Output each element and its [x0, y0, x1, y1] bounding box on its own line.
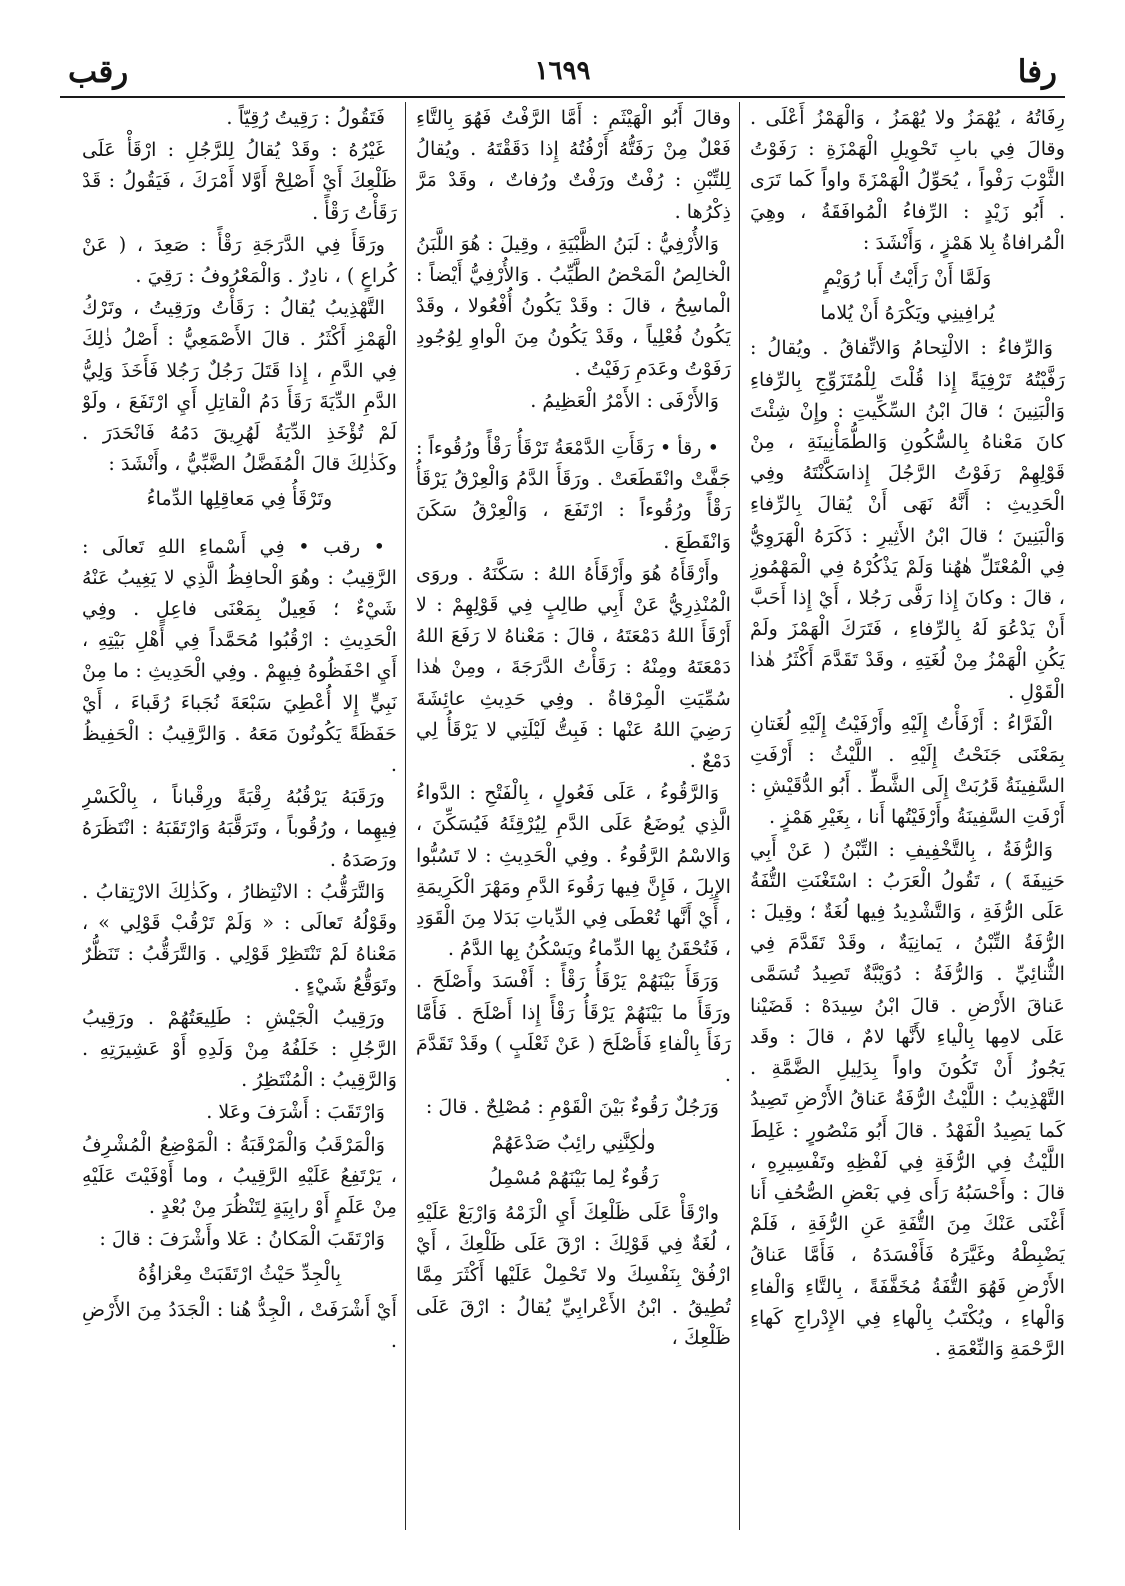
entry-paragraph: • رقأ • رَقَأَتِ الدَّمْعَةُ تَرْقَأُ رَقْأً ورُقُوءاً : جَفَّتْ وانْقَطَعَتْ . ورَقَأَ الدَّمُ وَالْعِرْقُ يَرْقَأُ رَقْأً ورُقُوءاً : ارْتَفَعَ ، وَالْعِرْقُ سَكَنَ وَانْقَطَعَ .	[416, 436, 731, 553]
page-number: ١٦٩٩	[534, 56, 591, 86]
paragraph: التَّهْذِيبُ يُقالُ : رَقَأْتُ ورَقِيتُ ، وتَرْكُ الْهَمْزِ أَكْثَرُ . قالَ الأَصْمَعِيُّ : أَصْلُ ذٰلِكَ فِي الدَّمِ ، إِذا قَتَلَ رَجُلٌ رَجُلا فَأَخَذَ وَلِيُّ الدَّمِ الدِّيَةَ رَقَأَ دَمُ الْقاتِلِ أَيِ ارْتَفَعَ ، ولَوْ لَمْ تُؤْخَذِ الدِّيَةُ لَهُرِيقَ دَمُهُ فَانْحَدَرَ . وكَذٰلِكَ قالَ الْمُفَضَّلُ الضَّبِّيُّ ، وأَنْشَدَ :	[82, 296, 397, 476]
paragraph: وَرَجُلٌ رَقُوءٌ بَيْنَ الْقَوْمِ : مُصْلِحٌ . قالَ :	[425, 1095, 719, 1119]
page-header	[60, 40, 1065, 96]
verse-line: وَلَمَّا أَنْ رَأَيْتُ أَبا رُوَيْمٍ	[823, 266, 992, 290]
paragraph: وَالتَّرَقُّبُ : الانْتِظارُ ، وكَذٰلِكَ الارْتِقابُ . وقَوْلُهُ تَعالَى : « وَلَمْ تَرْقُبْ قَوْلِي » ، مَعْناهُ لَمْ تَنْتَظِرْ قَوْلِي . وَالتَّرَقُّبُ : تَنَظُّرٌ وتَوَقُّعُ شَيْءٍ .	[82, 879, 397, 997]
paragraph: فَتَقُولُ : رَقِيتُ رُقِيّاً .	[226, 106, 385, 129]
running-headword-right: رفا	[1017, 54, 1057, 90]
paragraph: رِفَاتُهُ ، يُهْمَزُ ولا يُهْمَزُ ، وَالْهَمْزُ أَعْلَى . وقالَ فِي بابِ تَحْوِيلِ الْهَمْزَةِ : رَفَوْتُ الثَّوْبَ رَفْواً ، يُحَوِّلُ الْهَمْزَةَ واواً كَما تَرَى . أَبُو زَيْدٍ : الرِّفاءُ الْمُوافَقَةُ ، وهِيَ الْمُرافاةُ بِلا هَمْزٍ ، وَأَنْشَدَ :	[750, 106, 1065, 254]
verse-line: بِالْجِدِّ حَيْثُ ارْتَقَبَتْ مِعْزاؤُهُ	[137, 1262, 342, 1286]
paragraph: وَالأُرْفِيُّ : لَبَنُ الظَّبْيَةِ ، وقِيلَ : هُوَ اللَّبَنُ الْخالِصُ الْمَحْضُ الطَّيِّبُ . وَالأُرْفِيُّ أَيْضاً : الْماسِحُ ، قالَ : وقَدْ يَكُونُ أُفْعُولا ، وقَدْ يَكُونُ فُعْلِياً ، وقَدْ يَكُونُ مِنَ الْواوِ لِوُجُودِ رَفَوْتُ وعَدَمِ رَفَيْتُ .	[416, 231, 731, 380]
paragraph: وَالرِّفاءُ : الالْتِحامُ وَالاتِّفاقُ . ويُقالُ : رَفَّيْتُهُ تَرْفِيَةً إِذا قُلْتَ لِلْمُتَزَوِّجِ بِالرِّفاءِ وَالْبَنِينَ ؛ قالَ ابْنُ السِّكِّيتِ : وإِنْ شِئْتَ كانَ مَعْناهُ بِالسُّكُونِ وَالطُّمَأْنِينَةِ ، مِنْ قَوْلِهِمْ رَفَوْتُ الرَّجُلَ إِذاسَكَّنْتَهُ وفِي الْحَدِيثِ : أَنَّهُ نَهَى أَنْ يُقالَ بِالرِّفاءِ وَالْبَنِينَ ؛ قالَ ابْنُ الأَثِيرِ : ذَكَرَهُ الْهَرَوِيُّ فِي الْمُعْتَلِّ هٰهُنا وَلَمْ يَذْكُرْهُ فِي الْمَهْمُوزِ ، قالَ : وكانَ إِذا رَفَّى رَجُلا ، أَيْ إِذا أَحَبَّ أَنْ يَدْعُوَ لَهُ بِالرِّفاءِ ، فَتَرَكَ الْهَمْزَ ولَمْ يَكُنِ الْهَمْزُ مِنْ لُغَتِهِ ، وقَدْ تَقَدَّمَ أَكْثَرُ هٰذا الْقَوْلِ .	[750, 336, 1065, 703]
verse-line: يُرافِينِي ويَكْرَهُ أَنْ يُلاما	[820, 301, 995, 325]
paragraph: ورَقَبَهُ يَرْقُبُهُ رِقْبَةً ورِقْباناً ، بِالْكَسْرِ فِيهِما ، ورُقُوباً ، وتَرَقَّبَهُ وَارْتَقَبَهُ : انْتَظَرَهُ ورَصَدَهُ .	[82, 785, 397, 871]
paragraph: وَارْتَقَبَ الْمَكانُ : عَلا وأَشْرَفَ : قالَ :	[99, 1227, 385, 1251]
paragraph: غَيْرُهُ : وقَدْ يُقالُ لِلرَّجُلِ : ارْقَأْ عَلَى ظَلْعِكَ أَيْ أَصْلِحْ أَوَّلا أَمْرَكَ ، فَيَقُولُ : قَدْ رَقَأْتُ رَقْأً .	[82, 138, 397, 224]
paragraph: وَرَقَأَ بَيْنَهُمْ يَرْقَأُ رَقْأً : أَفْسَدَ وأَصْلَحَ . ورَقَأَ ما بَيْنَهُمْ يَرْقَأُ رَقْأً إِذا أَصْلَحَ . فَأَمَّا رَفَأَ بِالْفاءِ فَأَصْلَحَ ( عَنْ ثَعْلَبٍ ) وقَدْ تَقَدَّمَ .	[416, 969, 731, 1087]
column-divider	[405, 102, 406, 1530]
paragraph: وارْقَأْ عَلَى ظَلْعِكَ أَيِ الْزَمْهُ وَارْبَعْ عَلَيْهِ ، لُغَةٌ فِي قَوْلِكَ : ارْقَ عَلَى ظَلْعِكَ ، أَيْ ارْفُقْ بِنَفْسِكَ ولا تَحْمِلْ عَلَيْها أَكْثَرَ مِمَّا تُطِيقُ . ابْنُ الأَعْرابِيِّ يُقالُ : ارْقَ عَلَى ظَلْعِكَ ،	[416, 1200, 731, 1349]
paragraph: وقالَ أَبُو الْهَيْثَمِ : أَمَّا الرَّفْتُ فَهُوَ بِالتَّاءِ فَعْلٌ مِنْ رَفَتُّهُ أَرْفُتُهُ إِذا دَقَقْتَهُ . ويُقالُ لِلتِّبْنِ : رُفْتٌ ورَفْتٌ ورُفاتٌ ، وقَدْ مَرَّ ذِكْرُها .	[416, 106, 731, 223]
text-columns	[60, 102, 1065, 1530]
column-left	[82, 102, 397, 1530]
header-rule	[60, 96, 1065, 98]
paragraph: وَالرُّفَةُ ، بِالتَّخْفِيفِ : التِّبْنُ ( عَنْ أَبِي حَنِيفَةَ ) ، تَقُولُ الْعَرَبُ : اسْتَغْنَتِ التُّفَةُ عَلَى الرُّفَةِ ، وَالتَّشْدِيدُ فِيها لُغَةٌ ؛ وقِيلَ : الرُّفَةُ التِّبْنُ ، يَمانِيَةٌ ، وقَدْ تَقَدَّمَ فِي الثُّنائِيِّ . وَالرُّفَةُ : دُوَيْبَّةٌ تَصِيدُ تُسَمَّى عَناقَ الأَرْضِ . قالَ ابْنُ سِيدَهْ : قَضَيْنا عَلَى لامِها بِالْياءِ لأَنَّها لامٌ ، قالَ : وقَد يَجُوزُ أَنْ تَكُونَ واواً بِدَلِيلِ الضَّمَّةِ . التَّهْذِيبُ : اللَّيْثُ الرُّفَةُ عَناقُ الأَرْضِ تَصِيدُ كَما يَصِيدُ الْفَهْدُ . قالَ أَبُو مَنْصُورٍ : غَلِطَ اللَّيْثُ فِي الرُّفَةِ فِي لَفْظِهِ وتَفْسِيرِهِ ، قالَ : وأَحْسَبُهُ رَأَى فِي بَعْضِ الصُّحُفِ أَنا أَغْنَى عَنْكَ مِنَ التُّفَةِ عَنِ الرُّفَةِ ، فَلَمْ يَضْبِطْهُ وغَيَّرَهُ فَأَفْسَدَهُ ، فَأَمَّا عَناقُ الأَرْضِ فَهُوَ التُّفَةُ مُخَفَّفَةً ، بِالتَّاءِ وَالْفاءِ وَالْهاءِ ، ويُكْتَبُ بِالْهاءِ فِي الإِدْراجِ كَهاءِ الرَّحْمَةِ وَالنِّعْمَةِ .	[750, 837, 1065, 1360]
running-headword-left: رقب	[68, 54, 129, 90]
paragraph: أَيْ أَشْرَفَتْ ، الْجِدُّ هُنا : الْجَدَدُ مِنَ الأَرْضِ .	[82, 1297, 397, 1352]
verse-line: رَقُوءٌ لِما بَيْنَهُمْ مُسْمِلُ	[488, 1165, 659, 1189]
paragraph: ورَقِيبُ الْجَيْشِ : طَلِيعَتُهُمْ . ورَقِيبُ الرَّجُلِ : خَلَفُهُ مِنْ وَلَدِهِ أَوْ عَشِيرَتِهِ . وَالرَّقِيبُ : الْمُنْتَظِرُ .	[82, 1005, 397, 1092]
column-right	[750, 102, 1065, 1530]
paragraph: وَارْتَقَبَ : أَشْرَفَ وعَلا .	[206, 1100, 385, 1124]
paragraph: ورَقَأَ فِي الدَّرَجَةِ رَقْأً : صَعِدَ ، ( عَنْ كُراعٍ ) ، نادِرٌ . وَالْمَعْرُوفُ : رَقِيَ .	[82, 232, 397, 288]
column-middle	[416, 102, 731, 1530]
paragraph: وَالأَرْفَى : الأَمْرُ الْعَظِيمُ .	[530, 388, 719, 412]
paragraph: وَالْمَرْقَبُ وَالْمَرْقَبَةُ : الْمَوْضِعُ الْمُشْرِفُ ، يَرْتَفِعُ عَلَيْهِ الرَّقِيبُ ، وما أَوْفَيْتَ عَلَيْهِ مِنْ عَلَمٍ أَوْ رابِيَةٍ لِتَنْظُرَ مِنْ بُعْدٍ .	[82, 1132, 397, 1218]
verse-line: ولٰكِنَّنِي رائِبٌ صَدْعَهُمْ	[491, 1130, 656, 1154]
verse-line: وتَرْقَأُ فِي مَعاقِلِها الدِّماءُ	[146, 487, 333, 511]
entry-paragraph: • رقب • فِي أَسْماءِ اللهِ تَعالَى : الرَّقِيبُ : وهُوَ الْحافِظُ الَّذِي لا يَغِيبُ عَنْهُ شَيْءٌ ؛ فَعِيلٌ بِمَعْنَى فاعِلٍ . وفِي الْحَدِيثِ : ارْقُبُوا مُحَمَّداً فِي أَهْلِ بَيْتِهِ ، أَيِ احْفَظُوهُ فِيهِمْ . وفِي الْحَدِيثِ : ما مِنْ نَبِيٍّ إِلا أُعْطِيَ سَبْعَةَ نُجَباءَ رُقَباءَ ، أَيْ حَفَظَةً يَكُونُونَ مَعَهُ . وَالرَّقِيبُ : الْحَفِيظُ .	[82, 534, 397, 777]
paragraph: وَالرَّقُوءُ ، عَلَى فَعُولٍ ، بِالْفَتْحِ : الدَّواءُ الَّذِي يُوضَعُ عَلَى الدَّمِ لِيُرْقِئَهُ فَيُسَكِّنَ ، وَالاسْمُ الرَّقُوءُ . وفِي الْحَدِيثِ : لا تَسُبُّوا الإِبِلَ ، فَإِنَّ فِيها رَقُوءَ الدَّمِ ومَهْرَ الْكَرِيمَةِ ، أَيْ أَنَّها تُعْطَى فِي الدِّياتِ بَدَلا مِنَ الْقَوَدِ ، فَتُحْقَنُ بِها الدِّماءُ ويَسْكُنُ بِها الدَّمُ .	[416, 781, 731, 961]
column-divider	[739, 102, 740, 1530]
paragraph: وأَرْقَأَهُ هُوَ وأَرْقَأَهُ اللهُ : سَكَّنَهُ . وروَى الْمُنْذِرِيُّ عَنْ أَبِي طالِبٍ فِي قَوْلِهِمْ : لا أَرْقَأَ اللهُ دَمْعَتَهُ ، قالَ : مَعْناهُ لا رَفَعَ اللهُ دَمْعَتَهُ ومِنْهُ : رَقَأْتُ الدَّرَجَةَ ، ومِنْ هٰذا سُمِّيَتِ الْمِرْقاةُ . وفِي حَدِيثِ عائِشَةَ رَضِيَ اللهُ عَنْها : فَبِتُّ لَيْلَتِي لا يَرْقَأُ لِي دَمْعٌ .	[416, 561, 731, 773]
paragraph: الْفَرَّاءُ : أَرْفَأْتُ إِلَيْهِ وأَرْفَيْتُ إِلَيْهِ لُغَتانِ بِمَعْنَى جَنَحْتُ إِلَيْهِ . اللَّيْثُ : أَرْفَتِ السَّفِينَةُ قَرُبَتْ إِلَى الشَّطِّ . أَبُو الدُّقَيْشِ : أَرْفَتِ السَّفِينَةُ وأَرْفَيْتُها أَنا ، بِغَيْرِ هَمْزٍ .	[750, 711, 1065, 829]
